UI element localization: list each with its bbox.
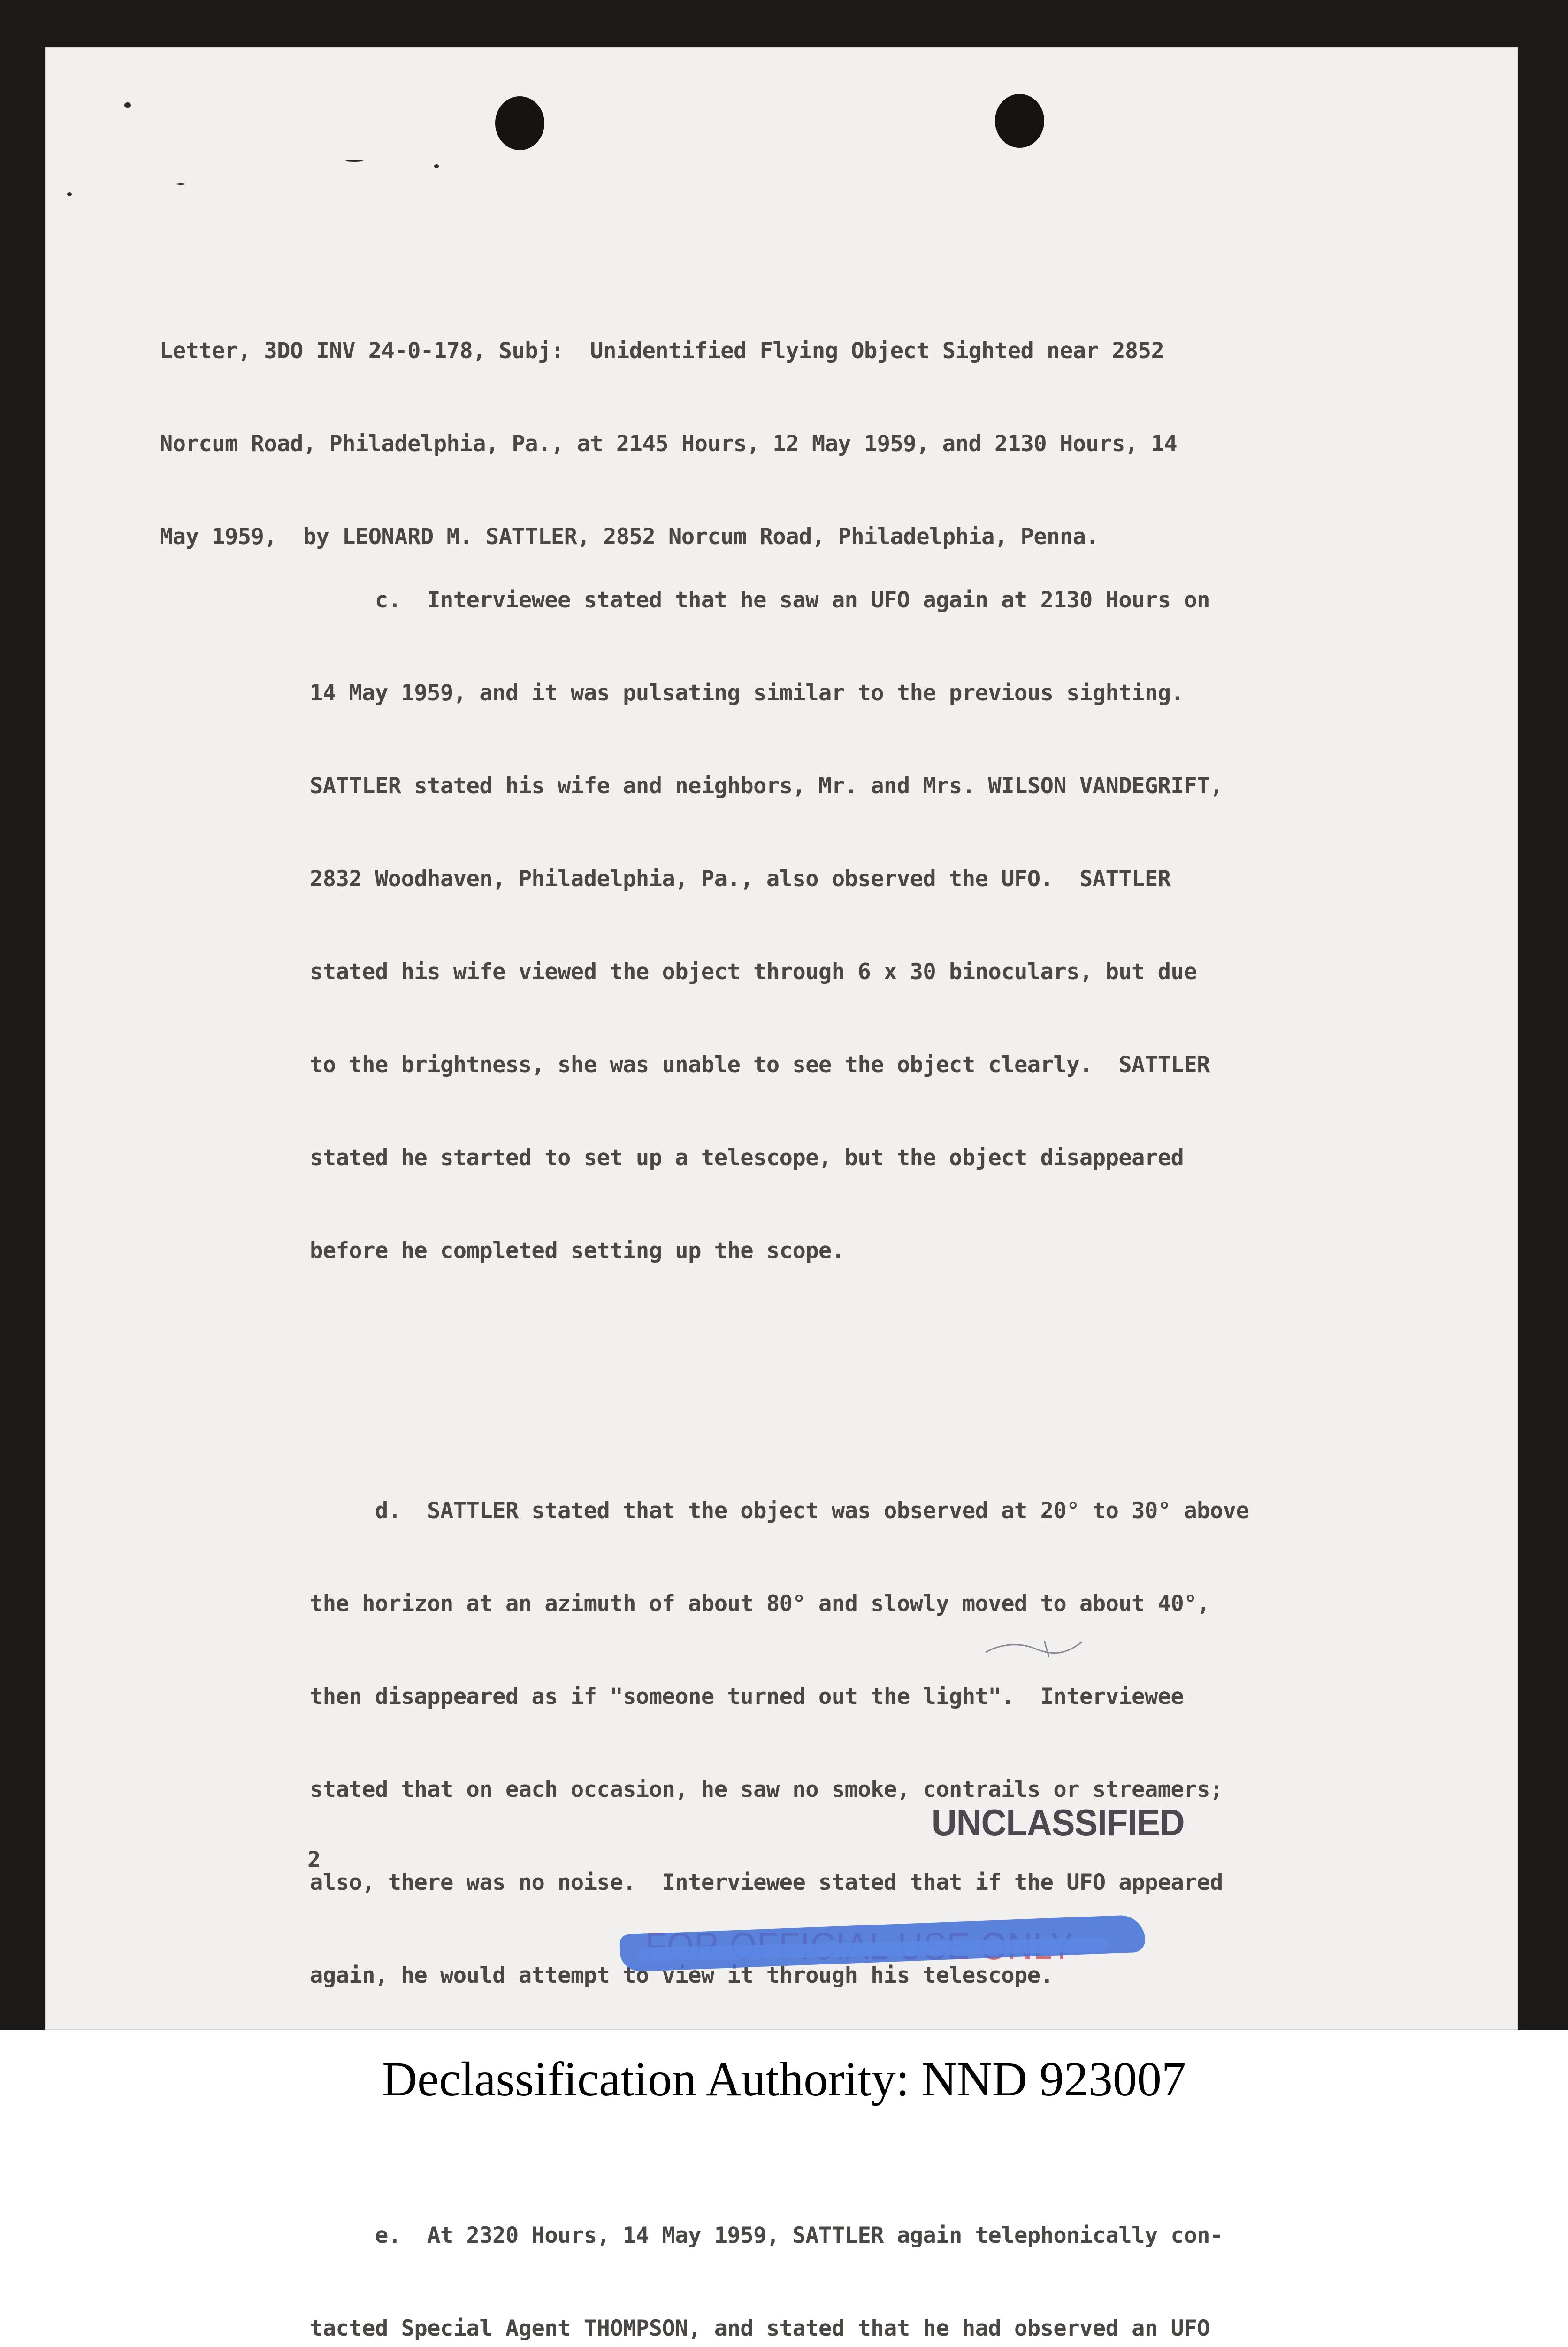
subject-line: May 1959, by LEONARD M. SATTLER, 2852 Norcum Road, Philadelphia, Penna. [160,524,1099,550]
stray-mark [345,160,364,162]
stray-mark [124,102,131,108]
declassification-authority: Declassification Authority: NND 923007 [382,2052,1186,2106]
paragraph-e [310,2158,1262,2347]
stray-mark [434,164,439,168]
text-line: 2832 Woodhaven, Philadelphia, Pa., also observed the UFO. SATTLER [310,866,1171,892]
stray-mark [176,183,185,185]
stray-mark [67,192,72,196]
text-line: to the brightness, she was unable to see the object clearly. SATTLER [310,1052,1210,1078]
text-line: tacted Special Agent THOMPSON, and stated that he had observed an UFO [310,2316,1210,2341]
punch-hole-right [995,94,1044,148]
classification-stamp: UNCLASSIFIED [932,1802,1185,1843]
struck-marking [620,1920,1152,1971]
text-line: 14 May 1959, and it was pulsating similar to the previous sighting. [310,680,1184,706]
footer-bar [0,2030,1568,2133]
text-line: again, he would attempt to view it through his telescope. [310,1963,1054,1988]
text-line: stated his wife viewed the object through 6 x 30 binoculars, but due [310,959,1197,985]
text-line: also, there was no noise. Interviewee stated that if the UFO appeared [310,1870,1223,1895]
text-line: stated that on each occasion, he saw no smoke, contrails or streamers; [310,1777,1223,1802]
text-line: e. At 2320 Hours, 14 May 1959, SATTLER again telephonically con- [310,2223,1223,2248]
text-line: the horizon at an azimuth of about 80° and slowly moved to about 40°, [310,1591,1210,1617]
subject-line: Letter, 3DO INV 24-0-178, Subj: Unidentified Flying Object Sighted near 2852 [160,338,1164,364]
text-line: before he completed setting up the scope. [310,1238,845,1264]
text-line: c. Interviewee stated that he saw an UFO again at 2130 Hours on [310,587,1210,613]
punch-hole-left [495,96,544,150]
paragraph-c [310,523,1262,1328]
text-line: d. SATTLER stated that the object was observed at 20° to 30° above [310,1498,1249,1524]
page-number: 2 [307,1847,321,1873]
text-line: SATTLER stated his wife and neighbors, Mr. and Mrs. WILSON VANDEGRIFT, [310,773,1223,799]
subject-line: Norcum Road, Philadelphia, Pa., at 2145 Hours, 12 May 1959, and 2130 Hours, 14 [160,431,1178,457]
text-line: stated he started to set up a telescope, but the object disappeared [310,1145,1184,1171]
handwritten-annotation [983,1638,1086,1662]
text-line: then disappeared as if "someone turned out the light". Interviewee [310,1684,1184,1710]
